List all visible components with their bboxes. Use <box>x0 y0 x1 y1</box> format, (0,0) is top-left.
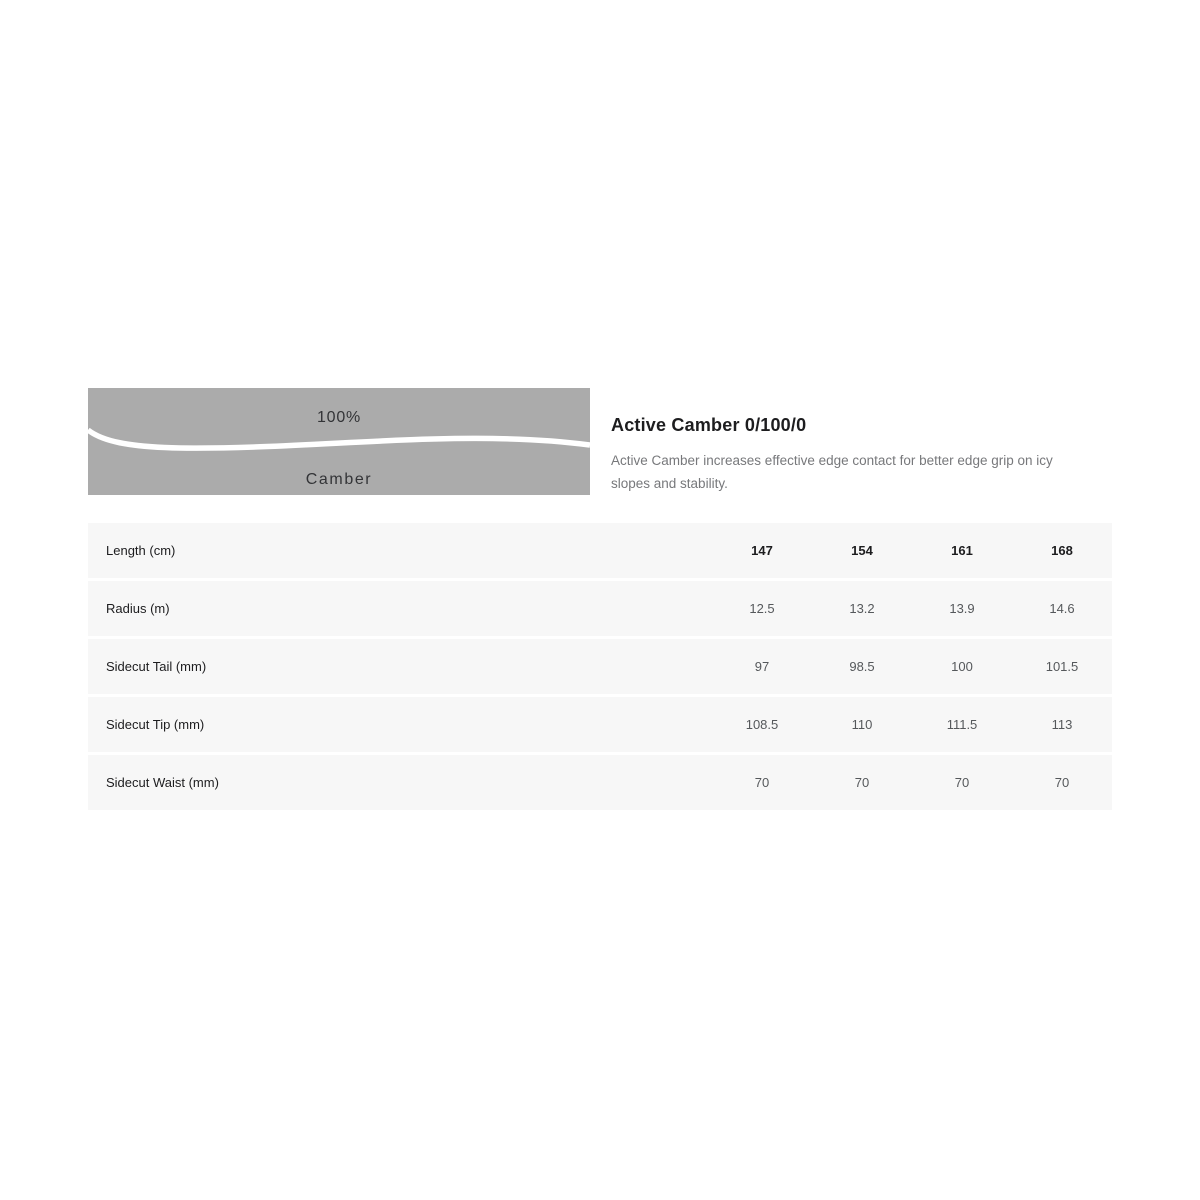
row-value: 110 <box>851 717 873 732</box>
row-value: 154 <box>851 543 873 558</box>
row-label: Sidecut Tip (mm) <box>106 717 205 732</box>
spec-table-row <box>88 639 1112 694</box>
camber-type-label: Camber <box>305 471 373 488</box>
row-value: 101.5 <box>1045 659 1079 674</box>
row-value: 168 <box>1051 543 1073 558</box>
row-value: 147 <box>751 543 773 558</box>
row-value: 70 <box>854 775 870 790</box>
camber-percent-label: 100% <box>316 409 362 426</box>
row-value: 12.5 <box>749 601 775 616</box>
row-label: Sidecut Tail (mm) <box>106 659 207 674</box>
row-value: 98.5 <box>849 659 875 674</box>
spec-table-row <box>88 581 1112 636</box>
row-value: 97 <box>754 659 770 674</box>
row-value: 70 <box>954 775 970 790</box>
spec-table-row <box>88 523 1112 578</box>
row-label: Sidecut Waist (mm) <box>106 775 219 790</box>
row-value: 70 <box>1054 775 1070 790</box>
row-label: Length (cm) <box>106 543 176 558</box>
row-value: 100 <box>951 659 973 674</box>
spec-table-row <box>88 697 1112 752</box>
section-description: Active Camber increases effective edge contact for better edge grip on icy slopes and stability. <box>611 453 1053 491</box>
row-value: 14.6 <box>1049 601 1075 616</box>
row-value: 13.2 <box>849 601 875 616</box>
row-value: 70 <box>754 775 770 790</box>
spec-table <box>88 523 1112 813</box>
row-value: 113 <box>1051 717 1073 732</box>
row-label: Radius (m) <box>106 601 170 616</box>
row-value: 13.9 <box>949 601 975 616</box>
row-value: 108.5 <box>745 717 779 732</box>
camber-details <box>611 415 1081 495</box>
spec-table-row <box>88 755 1112 810</box>
section-title: Active Camber 0/100/0 <box>611 415 807 435</box>
row-value: 161 <box>951 543 973 558</box>
row-value: 111.5 <box>946 717 978 732</box>
camber-diagram <box>88 388 590 495</box>
